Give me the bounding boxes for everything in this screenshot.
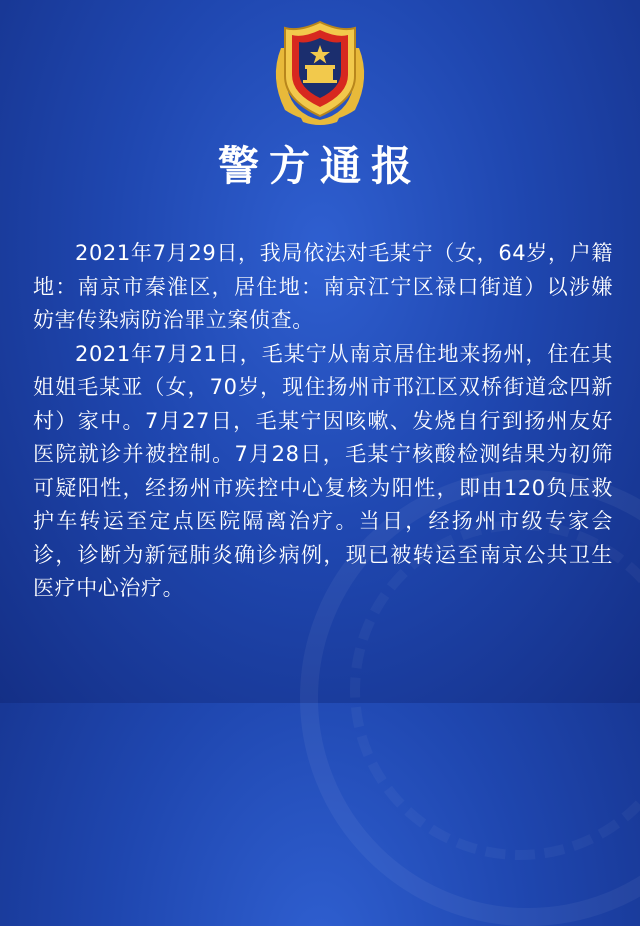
police-emblem-icon [263,18,377,128]
page-title: 警方通报 [218,142,422,190]
notice-paragraph: 2021年7月29日，我局依法对毛某宁（女，64岁，户籍地：南京市秦淮区，居住地：南京江宁区禄口街道）以涉嫌妨害传染病防治罪立案侦查。 [33,241,613,332]
notice-paragraph: 2021年7月21日，毛某宁从南京居住地来扬州，住在其姐姐毛某亚（女，70岁，现住扬州市邗江区双桥街道念四新村）家中。7月27日，毛某宁因咳嗽、发烧自行到扬州友好医院就诊并被控制。7月28日，毛某宁核酸检测结果为初筛可疑阳性，经扬州市疾控中心复核为阳性，即由120负压救护车转运至定点医院隔离治疗。当日，经扬州市级专家会诊，诊断为新冠肺炎确诊病例，现已被转运至南京公共卫生医疗中心治疗。 [33,341,613,600]
notice-body [33,237,613,606]
